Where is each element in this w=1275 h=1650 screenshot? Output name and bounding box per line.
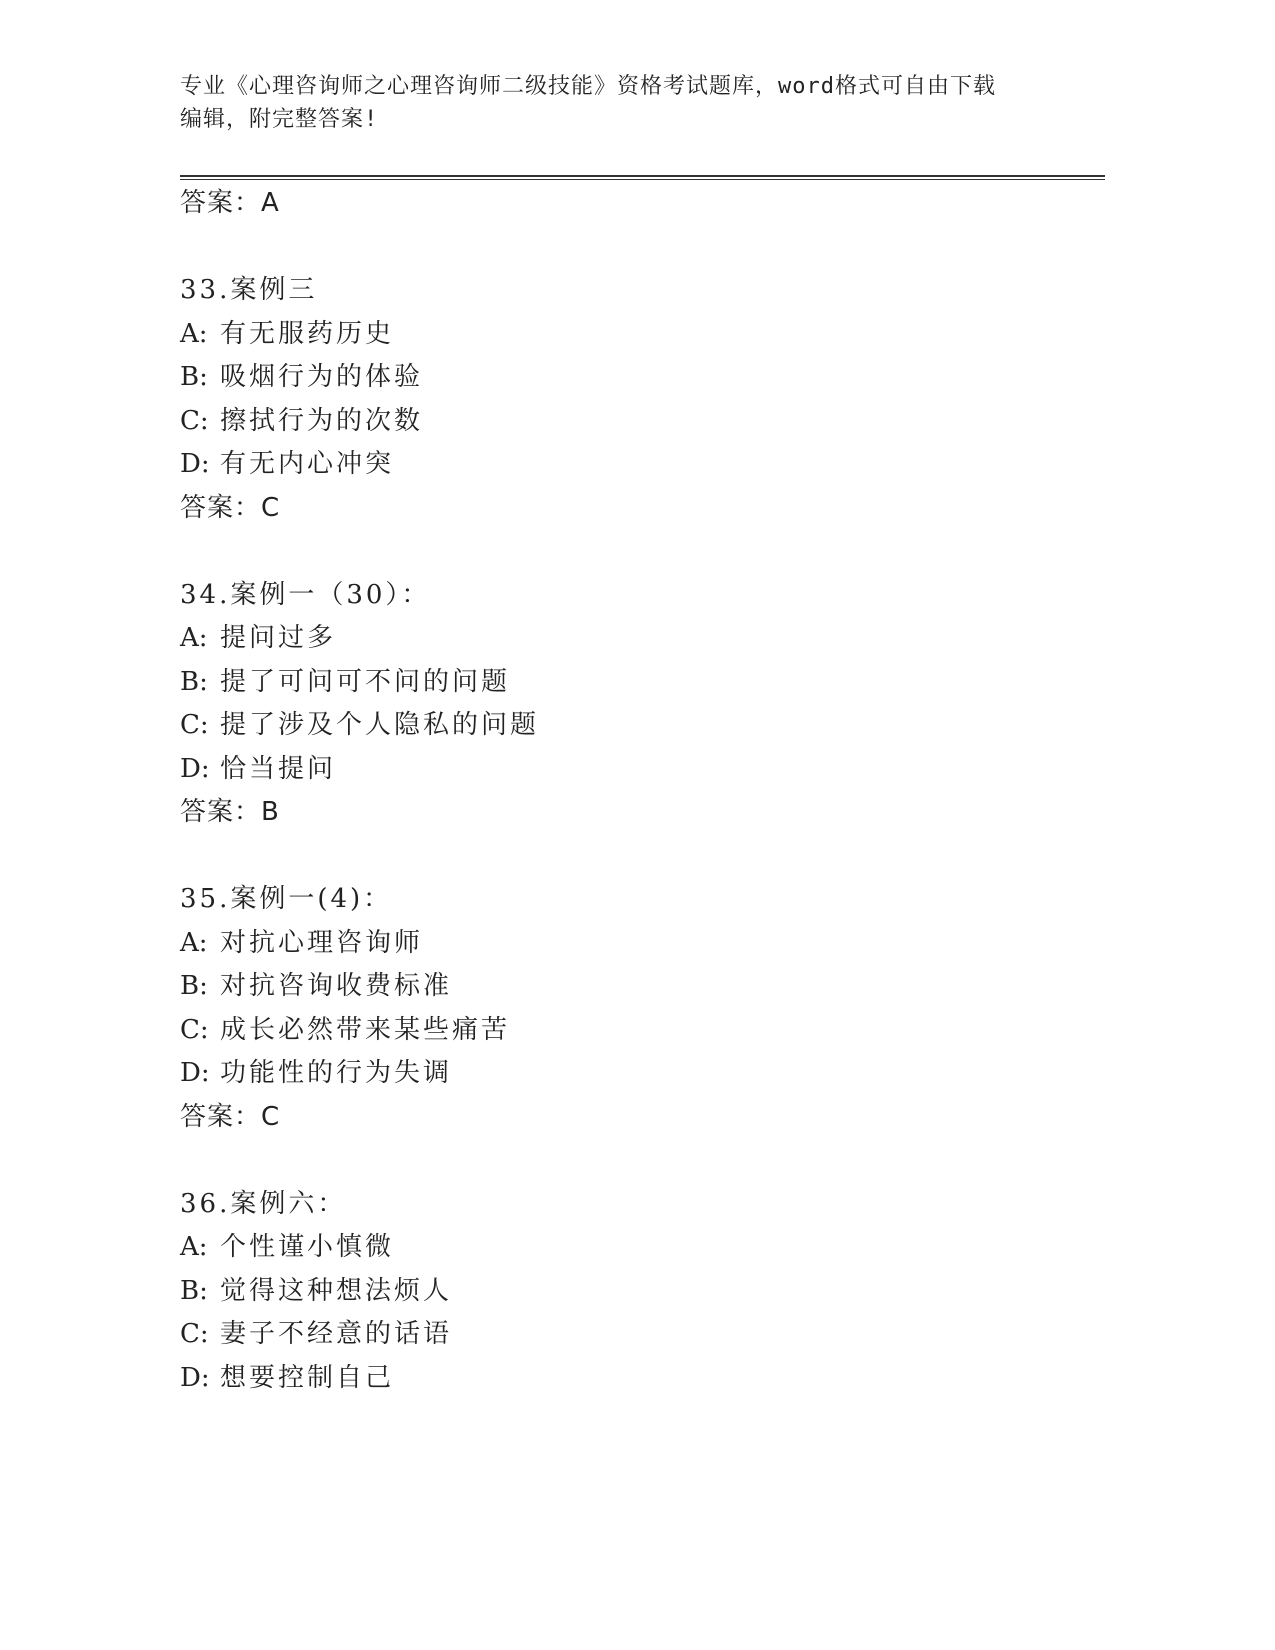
option-text: 成长必然带来某些痛苦 — [220, 1014, 511, 1045]
header-line-1: 专业《心理咨询师之心理咨询师二级技能》资格考试题库，word格式可自由下载 — [180, 74, 996, 99]
option-text: 对抗心理咨询师 — [220, 927, 424, 958]
question-36 — [180, 1183, 1105, 1401]
option-letter: B: — [180, 362, 208, 392]
option-letter: C: — [180, 405, 209, 436]
option-letter: B: — [180, 1275, 208, 1306]
option-d — [180, 443, 1105, 487]
option-text: 有无内心冲突 — [220, 449, 395, 479]
option-a — [180, 617, 1105, 661]
option-text: 有无服药历史 — [220, 318, 395, 349]
spacer — [180, 226, 1105, 270]
option-text: 个性谨小慎微 — [220, 1232, 395, 1262]
option-b — [180, 661, 1105, 705]
answer: 答案：B — [180, 797, 280, 827]
option-b — [180, 356, 1105, 400]
option-text: 提了涉及个人隐私的问题 — [220, 710, 540, 740]
option-text: 功能性的行为失调 — [220, 1058, 453, 1088]
option-letter: D: — [180, 449, 210, 479]
answer: 答案：C — [180, 492, 281, 523]
option-text: 妻子不经意的话语 — [220, 1319, 453, 1349]
option-c — [180, 1313, 1105, 1357]
option-letter: D: — [180, 1058, 210, 1088]
answer: 答案：C — [180, 1101, 281, 1132]
option-text: 提问过多 — [220, 623, 337, 653]
spacer — [180, 1139, 1105, 1183]
question-title: 34.案例一（30）： — [180, 579, 431, 610]
spacer — [180, 530, 1105, 574]
option-a — [180, 922, 1105, 966]
question-title: 35.案例一(4)： — [180, 884, 393, 914]
option-c — [180, 704, 1105, 748]
option-text: 擦拭行为的次数 — [220, 405, 424, 436]
option-text: 对抗咨询收费标准 — [220, 971, 453, 1001]
question-33 — [180, 269, 1105, 530]
option-letter: A: — [180, 1232, 208, 1262]
option-a — [180, 1226, 1105, 1270]
option-letter: C: — [180, 1319, 209, 1349]
option-letter: A: — [180, 318, 208, 349]
option-text: 吸烟行为的体验 — [220, 362, 424, 392]
option-b — [180, 1270, 1105, 1314]
option-text: 想要控制自己 — [220, 1362, 395, 1393]
option-letter: C: — [180, 1014, 209, 1045]
option-letter: D: — [180, 1362, 210, 1393]
option-c — [180, 1009, 1105, 1053]
option-text: 觉得这种想法烦人 — [220, 1275, 453, 1306]
question-title: 36.案例六： — [180, 1188, 347, 1219]
option-c — [180, 400, 1105, 444]
option-letter: D: — [180, 753, 210, 784]
option-d — [180, 748, 1105, 792]
option-letter: B: — [180, 971, 208, 1001]
option-letter: B: — [180, 666, 208, 697]
option-text: 提了可问可不问的问题 — [220, 666, 511, 697]
header-line-2: 编辑，附完整答案! — [180, 107, 379, 132]
question-list — [180, 182, 1105, 1400]
option-letter: C: — [180, 710, 209, 740]
option-letter: A: — [180, 623, 208, 653]
option-b — [180, 965, 1105, 1009]
option-text: 恰当提问 — [220, 753, 337, 784]
previous-answer: 答案：A — [180, 188, 280, 218]
question-34 — [180, 574, 1105, 835]
header-divider — [180, 175, 1105, 180]
option-a — [180, 313, 1105, 357]
option-d — [180, 1357, 1105, 1401]
question-title: 33.案例三 — [180, 275, 318, 305]
option-d — [180, 1052, 1105, 1096]
document-header — [180, 70, 1080, 136]
spacer — [180, 835, 1105, 879]
option-letter: A: — [180, 927, 208, 958]
question-35 — [180, 878, 1105, 1139]
